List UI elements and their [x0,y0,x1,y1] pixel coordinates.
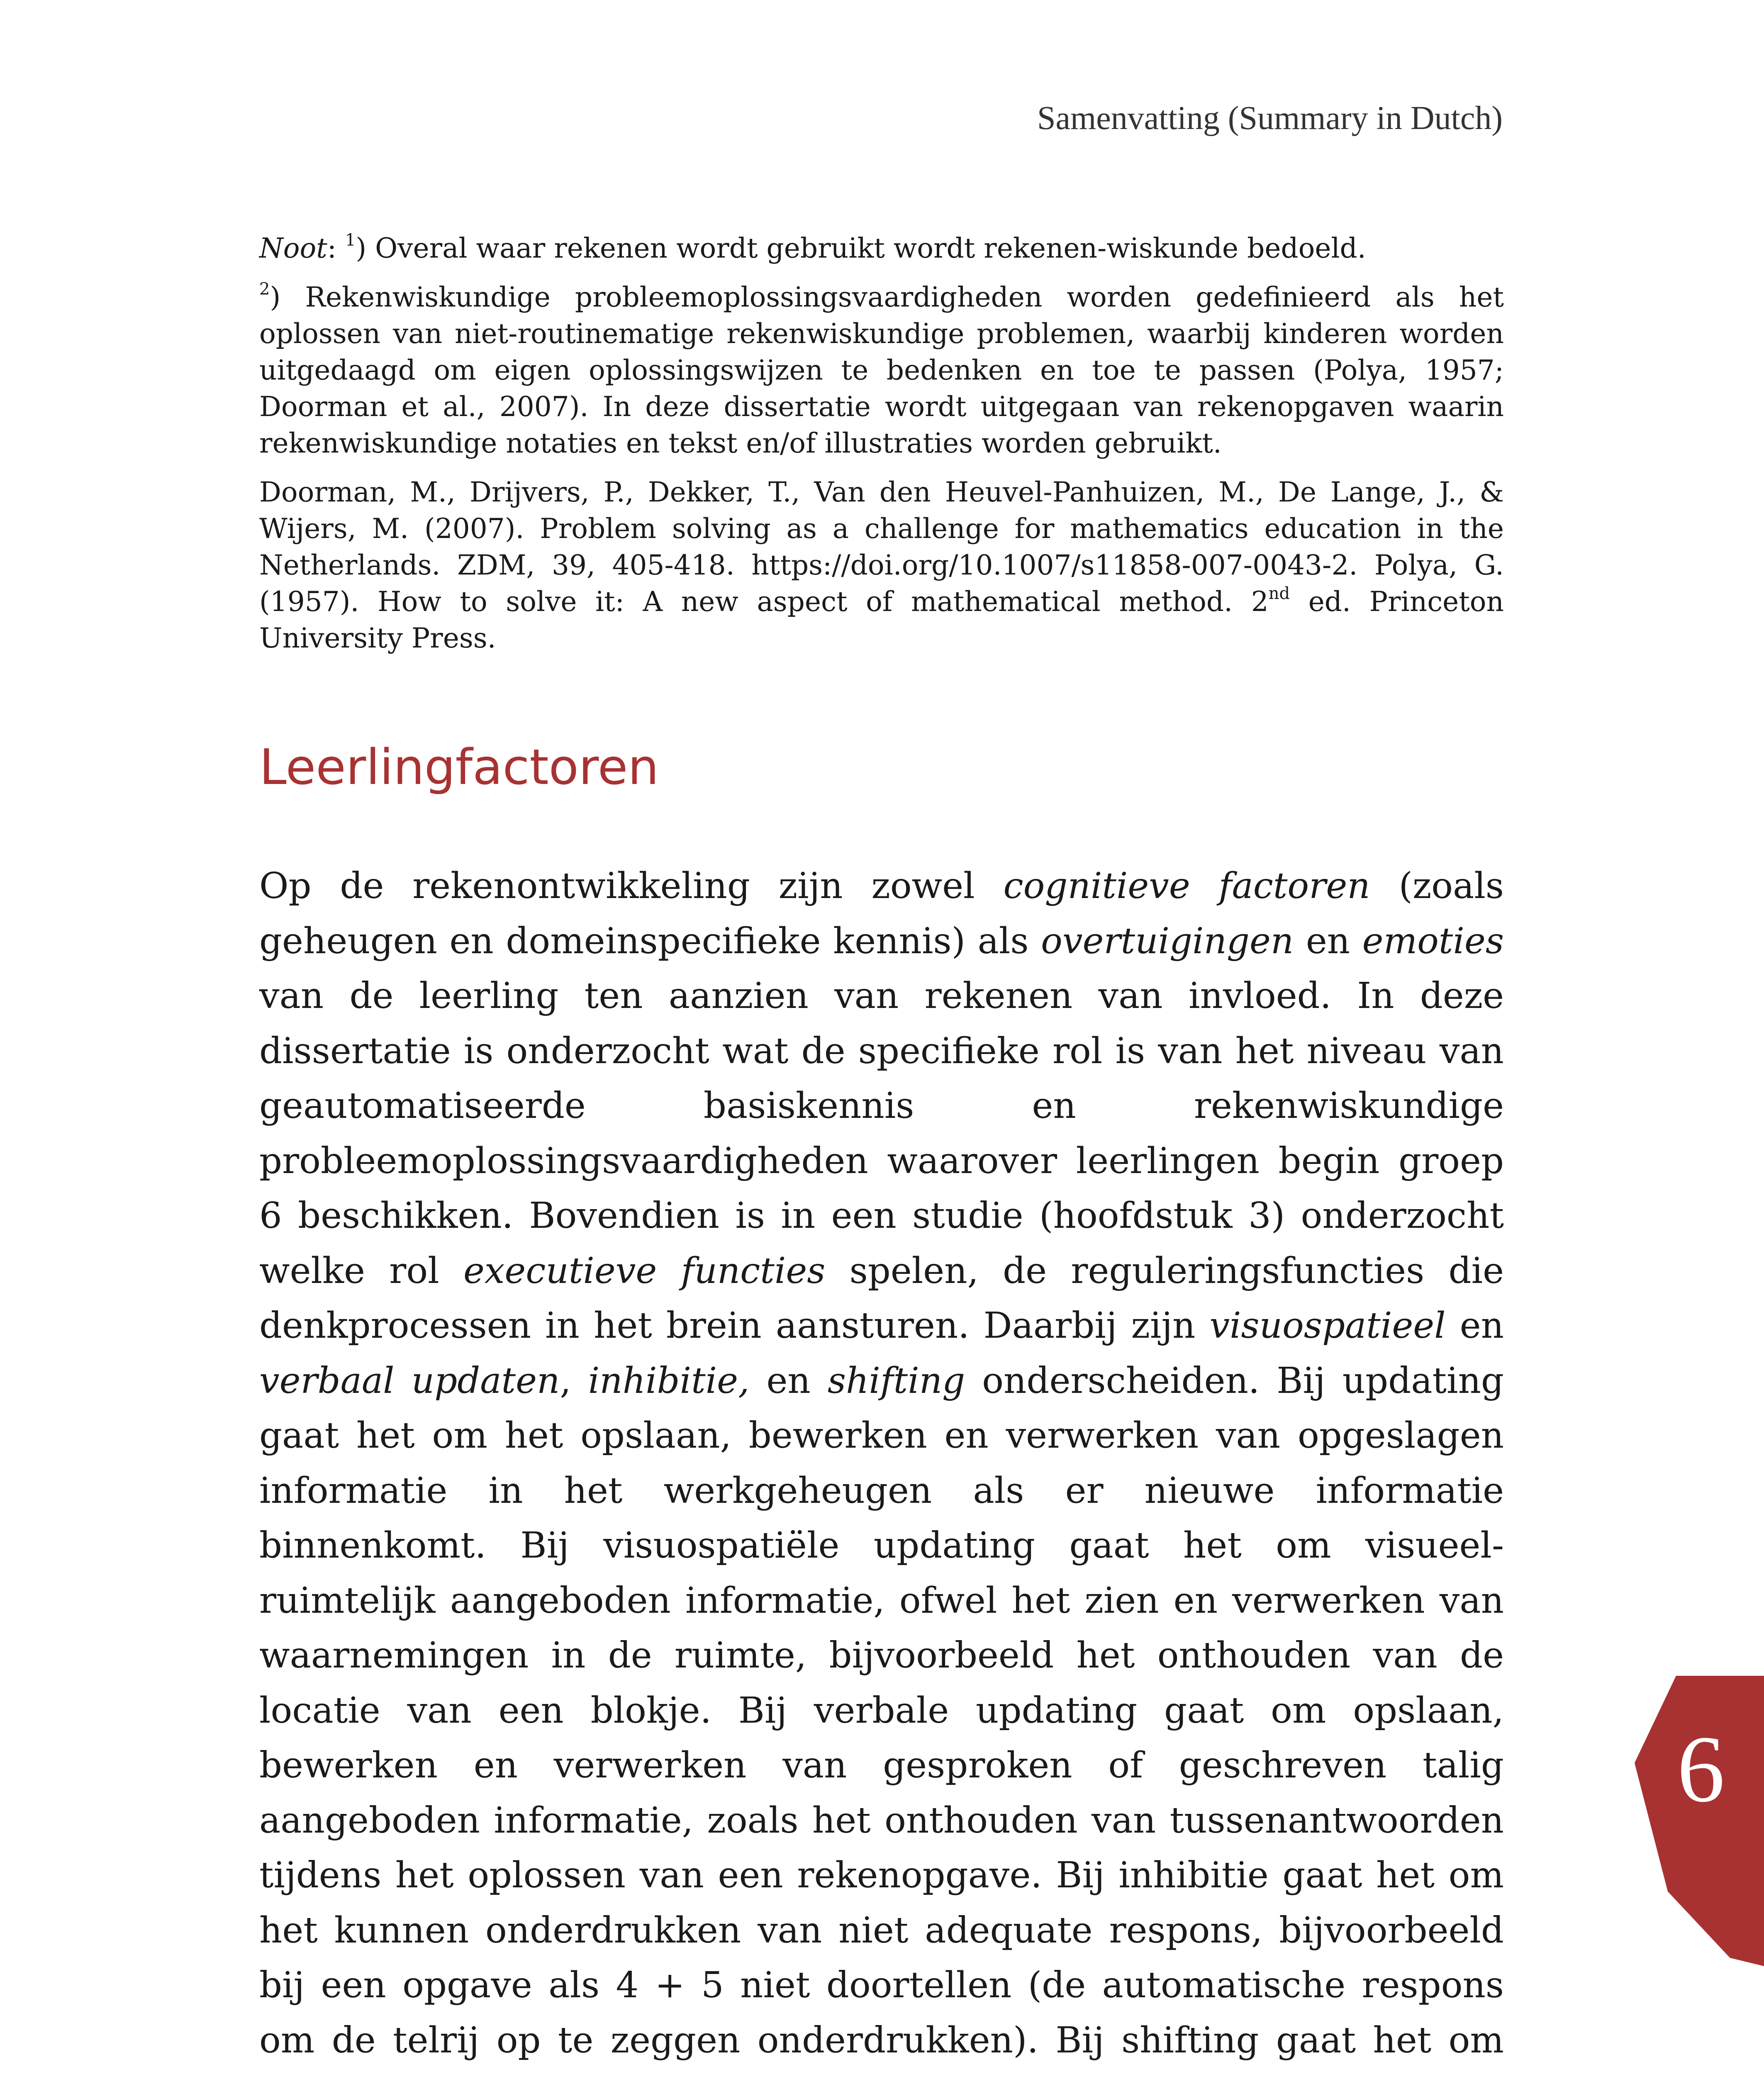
emphasis: cognitieve factoren [1003,865,1370,907]
emphasis: shifting [827,1360,965,1402]
note-1: Noot: $^1$) Overal waar rekenen wordt gebruikt wordt rekenen-wiskunde bedoeld. [259,231,1366,264]
emphasis: visuospatieel [1209,1305,1446,1346]
references-text-end: ed. Princeton University Press. [259,586,1504,654]
emphasis: executieve functies [463,1250,826,1292]
emphasis: emoties [1362,920,1504,962]
references [259,474,1504,657]
references-text: Doorman, M., Drijvers, P., Dekker, T., Van den Heuvel-Panhuizen, M., De Lange, J., & Wijers, M. (2007). Problem solving as a challenge for mathematics education in the Netherlands. ZDM, 39, 405-418. https://doi.org/10.1007/s11858-007-0043-2. Polya, G. (1957). How to solve it: A new aspect of mathematical method. 2 [259,476,1504,618]
emphasis: overtuigingen [1041,920,1294,962]
section-heading: Leerlingfactoren [259,738,659,796]
note-2 [259,279,1504,462]
note-2-text: ) Rekenwiskundige probleemoplossingsvaardigheden worden gedefinieerd als het oplossen van niet-routinematige rekenwiskundige problemen, waarbij kinderen worden uitgedaagd om eigen oplossingswijzen te bedenken en toe te passen (Polya, 1957; Doorman et al., 2007). In deze dissertatie wordt uitgegaan van rekenopgaven waarin rekenwiskundige notaties en tekst en/of illustraties worden gebruikt. [259,281,1504,459]
note-1-marker: 1 [345,231,356,250]
chapter-number: 6 [1677,1716,1725,1822]
body-paragraph: Op de rekenontwikkeling zijn zowel cognitieve factoren (zoals geheugen en domeinspecifieke kennis) als overtuigingen en emoties van de leerling ten aanzien van rekenen van invloed. In deze dissertatie is onderzocht wat de specifieke rol is van het niveau van geautomatiseerde basiskennis en rekenwiskundige probleemoplossingsvaardigheden waarover leerlingen begin groep 6 beschikken. Bovendien is in een studie (hoofdstuk 3) onderzocht welke rol executieve functies spelen, de reguleringsfuncties die denkprocessen in het brein aansturen. Daarbij zijn visuospatieel en verbaal updaten, inhibitie, en shifting onderscheiden. Bij updating gaat het om het opslaan, bewerken en verwerken van opgeslagen informatie in het werkgeheugen als er nieuwe informatie binnenkomt. Bij visuospatiële updating gaat het om visueel-ruimtelijk aangeboden informatie, ofwel het zien en verwerken van waarnemingen in de ruimte, bijvoorbeeld het onthouden van de locatie van een blokje. Bij verbale updating gaat om opslaan, bewerken en verwerken van gesproken of geschreven talig aangeboden informatie, zoals het onthouden van tussenantwoorden tijdens het oplossen van een rekenopgave. Bij inhibitie gaat het om het kunnen onderdrukken van niet adequate respons, bijvoorbeeld bij een opgave als 4 + 5 niet doortellen (de automatische respons om de telrij op te zeggen onderdrukken). Bij shifting gaat het om [259,865,1504,2061]
edition-superscript: nd [1268,584,1290,603]
note-2-marker: 2 [259,280,270,299]
footnotes-block [259,230,1504,669]
note-label: Noot [259,232,327,264]
note-1-text: ) Overal waar rekenen wordt gebruikt wordt rekenen-wiskunde bedoeld. [356,232,1366,264]
running-header: Samenvatting (Summary in Dutch) [1037,100,1503,136]
emphasis: inhibitie, [588,1360,750,1402]
emphasis: verbaal updaten [259,1360,560,1402]
